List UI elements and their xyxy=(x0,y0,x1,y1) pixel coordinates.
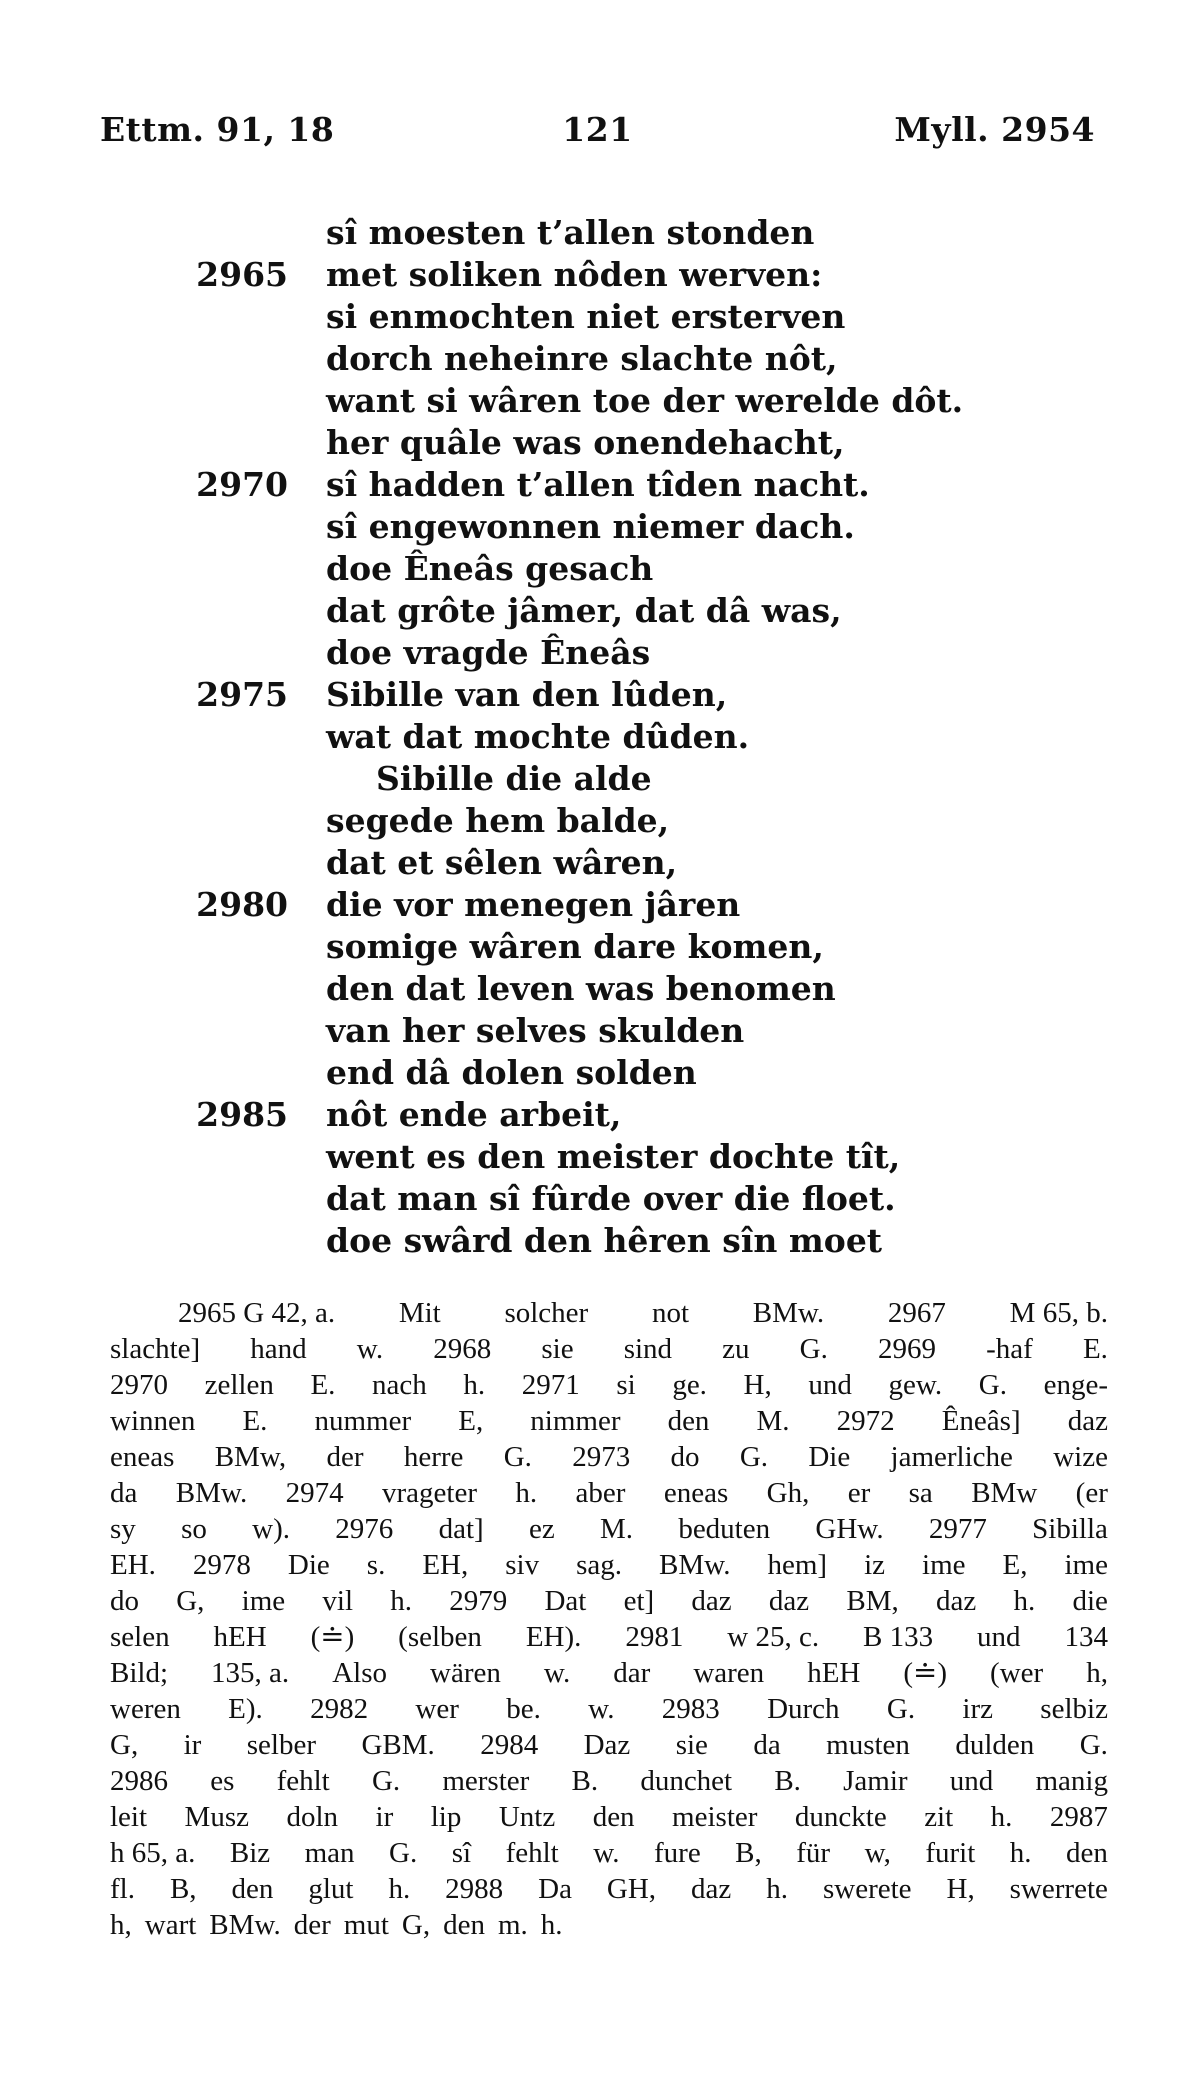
verse-text-line: Sibille van den lûden, xyxy=(326,675,728,714)
verse-line xyxy=(0,1052,1200,1094)
apparatus-word: si xyxy=(616,1369,636,1401)
apparatus-word: fehlt xyxy=(505,1837,559,1869)
apparatus-word: Dat xyxy=(544,1585,587,1617)
apparatus-word: sag. xyxy=(576,1549,623,1581)
apparatus-word: w). xyxy=(252,1513,291,1545)
apparatus-word: slachte] xyxy=(110,1333,201,1365)
apparatus-word: 2965 G 42, a. xyxy=(178,1297,336,1329)
apparatus-word: wer xyxy=(415,1693,459,1725)
verse-text-line: her quâle was onendehacht, xyxy=(326,423,845,462)
apparatus-word: es xyxy=(210,1765,235,1797)
apparatus-word: BM, xyxy=(846,1585,899,1617)
apparatus-word: den xyxy=(443,1909,485,1941)
verse-text-line: doe Êneâs gesach xyxy=(326,549,654,588)
apparatus-word: do xyxy=(110,1585,139,1617)
verse-text-line: dorch neheinre slachte nôt, xyxy=(326,339,838,378)
apparatus-word: BMw xyxy=(971,1477,1038,1509)
apparatus-word: H, xyxy=(743,1369,772,1401)
apparatus-word: do xyxy=(670,1441,700,1473)
apparatus-word: hem] xyxy=(767,1549,828,1581)
apparatus-word: 2987 xyxy=(1049,1801,1108,1833)
apparatus-word: w, xyxy=(864,1837,891,1869)
apparatus-word: G. xyxy=(886,1693,916,1725)
apparatus-word: (selben xyxy=(398,1621,482,1653)
apparatus-word: M. xyxy=(756,1405,790,1437)
apparatus-line xyxy=(110,1799,1108,1835)
apparatus-word: fure xyxy=(654,1837,701,1869)
apparatus-word: 2984 xyxy=(480,1729,539,1761)
apparatus-line xyxy=(110,1403,1108,1439)
apparatus-word: Die xyxy=(287,1549,330,1581)
apparatus-word: h. xyxy=(990,1801,1013,1833)
apparatus-word: et] xyxy=(623,1585,655,1617)
verse-text-line: met soliken nôden werven: xyxy=(326,255,823,294)
apparatus-line xyxy=(110,1727,1108,1763)
verse-line xyxy=(0,674,1200,716)
apparatus-word: dat] xyxy=(438,1513,484,1545)
apparatus-word: G. xyxy=(978,1369,1007,1401)
apparatus-word: Gh, xyxy=(766,1477,810,1509)
apparatus-word: 2973 xyxy=(572,1441,631,1473)
apparatus-word: sie xyxy=(541,1333,574,1365)
apparatus-word: wart xyxy=(144,1909,197,1941)
apparatus-word: -haf xyxy=(986,1333,1033,1365)
apparatus-word: h. xyxy=(1009,1837,1032,1869)
apparatus-word: be. xyxy=(506,1693,541,1725)
verse-text-line: sî hadden t’allen tîden nacht. xyxy=(326,465,870,504)
apparatus-word: nach xyxy=(372,1369,427,1401)
verse-line xyxy=(0,884,1200,926)
critical-apparatus xyxy=(110,1295,1108,1943)
verse-text-line: doe swârd den hêren sîn moet xyxy=(326,1221,883,1260)
apparatus-word: swerete xyxy=(822,1873,912,1905)
apparatus-word: der xyxy=(293,1909,331,1941)
verse-line xyxy=(0,296,1200,338)
apparatus-word: Musz xyxy=(184,1801,249,1833)
apparatus-word: G. xyxy=(503,1441,532,1473)
apparatus-word: E. xyxy=(1082,1333,1108,1365)
verse-text-line: den dat leven was benomen xyxy=(326,969,836,1008)
apparatus-word: (wer xyxy=(990,1657,1044,1689)
apparatus-word: zellen xyxy=(204,1369,274,1401)
verse-text-line: wat dat mochte dûden. xyxy=(326,717,750,756)
apparatus-word: solcher xyxy=(504,1297,589,1329)
verse-text xyxy=(0,212,1200,1262)
apparatus-word: sî xyxy=(451,1837,472,1869)
verse-number: 2985 xyxy=(196,1095,288,1134)
verse-text-line: sî engewonnen niemer dach. xyxy=(326,507,855,546)
apparatus-line xyxy=(110,1511,1108,1547)
apparatus-word: dunchet xyxy=(640,1765,733,1797)
apparatus-word: nimmer xyxy=(530,1405,621,1437)
apparatus-word: Sibilla xyxy=(1032,1513,1108,1545)
apparatus-word: h. xyxy=(540,1909,563,1941)
apparatus-word: siv xyxy=(505,1549,540,1581)
verse-line xyxy=(0,212,1200,254)
apparatus-word: GHw. xyxy=(815,1513,884,1545)
apparatus-word: manig xyxy=(1035,1765,1108,1797)
verse-line xyxy=(0,926,1200,968)
apparatus-word: ime xyxy=(922,1549,966,1581)
verse-line xyxy=(0,506,1200,548)
apparatus-word: ime xyxy=(241,1585,286,1617)
apparatus-word: herre xyxy=(403,1441,464,1473)
verse-line xyxy=(0,1094,1200,1136)
apparatus-word: s. xyxy=(366,1549,386,1581)
apparatus-word: h. xyxy=(1013,1585,1036,1617)
apparatus-word: hEH xyxy=(213,1621,267,1653)
apparatus-word: 135, a. xyxy=(211,1657,290,1689)
verse-number: 2965 xyxy=(196,255,288,294)
verse-text-line: segede hem balde, xyxy=(326,801,670,840)
verse-line xyxy=(0,1178,1200,1220)
apparatus-word: E, xyxy=(458,1405,484,1437)
apparatus-word: swerrete xyxy=(1009,1873,1108,1905)
verse-text-line: dat et sêlen wâren, xyxy=(326,843,678,882)
apparatus-line xyxy=(110,1547,1108,1583)
apparatus-word: daz xyxy=(691,1585,732,1617)
apparatus-word: E). xyxy=(228,1693,263,1725)
apparatus-word: aber xyxy=(575,1477,626,1509)
apparatus-word: BMw. xyxy=(752,1297,825,1329)
verse-line xyxy=(0,1220,1200,1262)
verse-line xyxy=(0,338,1200,380)
apparatus-word: E, xyxy=(1002,1549,1028,1581)
verse-number: 2970 xyxy=(196,465,288,504)
apparatus-word: dar xyxy=(613,1657,651,1689)
apparatus-word: hEH xyxy=(807,1657,861,1689)
apparatus-line xyxy=(110,1907,1108,1943)
verse-line xyxy=(0,758,1200,800)
apparatus-word: daz xyxy=(691,1873,732,1905)
apparatus-word: 2971 xyxy=(521,1369,580,1401)
apparatus-word: G. xyxy=(1079,1729,1108,1761)
apparatus-word: fl. xyxy=(110,1873,135,1905)
apparatus-word: mut xyxy=(343,1909,389,1941)
apparatus-word: enge- xyxy=(1043,1369,1108,1401)
apparatus-word: GBM. xyxy=(361,1729,435,1761)
apparatus-word: EH). xyxy=(525,1621,582,1653)
apparatus-word: B. xyxy=(571,1765,599,1797)
verse-line xyxy=(0,254,1200,296)
verse-number: 2980 xyxy=(196,885,288,924)
verse-line xyxy=(0,422,1200,464)
apparatus-word: E. xyxy=(242,1405,268,1437)
apparatus-word: doln xyxy=(286,1801,339,1833)
apparatus-word: M. xyxy=(599,1513,634,1545)
apparatus-word: m. xyxy=(497,1909,528,1941)
apparatus-word: G. xyxy=(739,1441,769,1473)
apparatus-word: Êneâs] xyxy=(941,1405,1021,1437)
apparatus-word: 2981 xyxy=(625,1621,684,1653)
apparatus-word: man xyxy=(304,1837,355,1869)
apparatus-word: E. xyxy=(310,1369,336,1401)
verse-text-line: end dâ dolen solden xyxy=(326,1053,697,1092)
apparatus-word: Jamir xyxy=(843,1765,908,1797)
header-right-reference: Myll. 2954 xyxy=(894,110,1095,149)
apparatus-word: H, xyxy=(946,1873,975,1905)
apparatus-line xyxy=(110,1475,1108,1511)
apparatus-word: ir xyxy=(375,1801,394,1833)
apparatus-word: not xyxy=(651,1297,689,1329)
verse-text-line: nôt ende arbeit, xyxy=(326,1095,622,1134)
apparatus-word: h. xyxy=(515,1477,538,1509)
apparatus-word: ir xyxy=(183,1729,202,1761)
apparatus-word: 2970 xyxy=(110,1369,168,1401)
verse-text-line: went es den meister dochte tît, xyxy=(326,1137,901,1176)
verse-text-line: somige wâren dare komen, xyxy=(326,927,824,966)
apparatus-word: daz xyxy=(768,1585,810,1617)
apparatus-word: sa xyxy=(908,1477,933,1509)
apparatus-line xyxy=(110,1583,1108,1619)
apparatus-word: 2988 xyxy=(445,1873,504,1905)
verse-line xyxy=(0,464,1200,506)
apparatus-word: und xyxy=(977,1621,1021,1653)
apparatus-word: sy xyxy=(110,1513,136,1545)
apparatus-word: 2968 xyxy=(433,1333,492,1365)
apparatus-word: 2976 xyxy=(335,1513,394,1545)
apparatus-word: und xyxy=(949,1765,994,1797)
apparatus-line xyxy=(110,1295,1108,1331)
apparatus-word: selbiz xyxy=(1040,1693,1108,1725)
apparatus-line xyxy=(110,1691,1108,1727)
apparatus-word: EH. xyxy=(110,1549,156,1581)
verse-line xyxy=(0,716,1200,758)
apparatus-word: 2977 xyxy=(928,1513,987,1545)
apparatus-word: daz xyxy=(936,1585,977,1617)
apparatus-word: G. xyxy=(799,1333,828,1365)
apparatus-word: Biz xyxy=(229,1837,271,1869)
apparatus-word: weren xyxy=(110,1693,181,1725)
apparatus-word: 2974 xyxy=(285,1477,344,1509)
apparatus-word: Daz xyxy=(583,1729,631,1761)
apparatus-word: ez xyxy=(528,1513,555,1545)
page-number: 121 xyxy=(562,110,633,149)
apparatus-word: ime xyxy=(1064,1549,1108,1581)
apparatus-word: h. xyxy=(388,1873,411,1905)
apparatus-word: wize xyxy=(1053,1441,1108,1473)
apparatus-word: für xyxy=(796,1837,831,1869)
apparatus-word: h 65, a. xyxy=(110,1837,196,1869)
apparatus-word: eneas xyxy=(663,1477,729,1509)
apparatus-word: 2979 xyxy=(449,1585,508,1617)
apparatus-word: winnen xyxy=(110,1405,196,1437)
running-header xyxy=(100,110,1095,160)
verse-line xyxy=(0,800,1200,842)
apparatus-word: den xyxy=(231,1873,274,1905)
apparatus-word: BMw. xyxy=(175,1477,248,1509)
apparatus-word: gew. xyxy=(888,1369,943,1401)
apparatus-word: h, xyxy=(1086,1657,1108,1689)
apparatus-word: glut xyxy=(308,1873,354,1905)
apparatus-line xyxy=(110,1439,1108,1475)
apparatus-line xyxy=(110,1367,1108,1403)
apparatus-word: 2982 xyxy=(310,1693,369,1725)
apparatus-word: selber xyxy=(246,1729,317,1761)
apparatus-word: G. xyxy=(371,1765,401,1797)
verse-line xyxy=(0,590,1200,632)
apparatus-word: w. xyxy=(593,1837,620,1869)
apparatus-word: 2972 xyxy=(836,1405,895,1437)
apparatus-word: w. xyxy=(356,1333,384,1365)
apparatus-word: 2967 xyxy=(887,1297,946,1329)
verse-line xyxy=(0,842,1200,884)
apparatus-word: h. xyxy=(463,1369,486,1401)
verse-text-line: die vor menegen jâren xyxy=(326,885,741,924)
apparatus-word: nummer xyxy=(314,1405,412,1437)
verse-text-line: si enmochten niet ersterven xyxy=(326,297,846,336)
apparatus-word: dunckte xyxy=(794,1801,887,1833)
apparatus-word: h. xyxy=(766,1873,788,1905)
apparatus-word: w 25, c. xyxy=(727,1621,820,1653)
verse-text-line: doe vragde Êneâs xyxy=(326,633,651,672)
apparatus-word: den xyxy=(592,1801,635,1833)
apparatus-word: BMw, xyxy=(214,1441,287,1473)
apparatus-line xyxy=(110,1619,1108,1655)
apparatus-word: h, xyxy=(110,1909,132,1941)
apparatus-word: G, xyxy=(110,1729,139,1761)
apparatus-word: vil xyxy=(322,1585,354,1617)
apparatus-word: daz xyxy=(1067,1405,1108,1437)
apparatus-word: dulden xyxy=(955,1729,1035,1761)
apparatus-word: 2978 xyxy=(192,1549,251,1581)
apparatus-word: musten xyxy=(826,1729,910,1761)
apparatus-word: waren xyxy=(693,1657,765,1689)
apparatus-word: (≐) xyxy=(310,1621,355,1653)
verse-line xyxy=(0,548,1200,590)
apparatus-word: selen xyxy=(110,1621,170,1653)
apparatus-line xyxy=(110,1655,1108,1691)
apparatus-word: vrageter xyxy=(382,1477,477,1509)
apparatus-word: den xyxy=(667,1405,710,1437)
verse-text-line: dat grôte jâmer, dat dâ was, xyxy=(326,591,842,630)
apparatus-word: meister xyxy=(672,1801,758,1833)
apparatus-word: da xyxy=(753,1729,781,1761)
apparatus-word: Die xyxy=(808,1441,851,1473)
apparatus-word: (er xyxy=(1075,1477,1108,1509)
verse-number: 2975 xyxy=(196,675,288,714)
verse-text-line: dat man sî fûrde over die floet. xyxy=(326,1179,896,1218)
verse-text-line: Sibille die alde xyxy=(376,759,652,798)
apparatus-word: der xyxy=(326,1441,364,1473)
apparatus-word: zu xyxy=(722,1333,750,1365)
apparatus-line xyxy=(110,1763,1108,1799)
apparatus-word: Durch xyxy=(767,1693,840,1725)
apparatus-word: den xyxy=(1066,1837,1108,1869)
apparatus-word: irz xyxy=(962,1693,993,1725)
apparatus-word: lip xyxy=(430,1801,462,1833)
verse-text-line: sî moesten t’allen stonden xyxy=(326,213,815,252)
apparatus-word: ge. xyxy=(672,1369,707,1401)
apparatus-word: 2983 xyxy=(661,1693,720,1725)
apparatus-word: (≐) xyxy=(903,1657,948,1689)
apparatus-word: so xyxy=(181,1513,207,1545)
apparatus-word: sie xyxy=(675,1729,708,1761)
apparatus-word: leit xyxy=(110,1801,148,1833)
header-left-reference: Ettm. 91, 18 xyxy=(100,110,335,149)
apparatus-word: G, xyxy=(176,1585,205,1617)
verse-text-line: want si wâren toe der werelde dôt. xyxy=(326,381,964,420)
apparatus-word: furit xyxy=(925,1837,976,1869)
apparatus-word: EH, xyxy=(422,1549,469,1581)
apparatus-word: eneas xyxy=(110,1441,175,1473)
apparatus-word: 134 xyxy=(1064,1621,1108,1653)
apparatus-word: B, xyxy=(169,1873,197,1905)
apparatus-word: B. xyxy=(774,1765,801,1797)
apparatus-word: w. xyxy=(588,1693,615,1725)
verse-line xyxy=(0,1010,1200,1052)
apparatus-word: w. xyxy=(543,1657,571,1689)
apparatus-word: er xyxy=(847,1477,871,1509)
apparatus-word: da xyxy=(110,1477,138,1509)
apparatus-word: G. xyxy=(389,1837,418,1869)
apparatus-word: hand xyxy=(250,1333,307,1365)
apparatus-word: B 133 xyxy=(863,1621,934,1653)
apparatus-word: die xyxy=(1072,1585,1108,1617)
apparatus-word: merster xyxy=(442,1765,530,1797)
apparatus-word: BMw. xyxy=(659,1549,731,1581)
apparatus-word: B, xyxy=(735,1837,762,1869)
apparatus-word: M 65, b. xyxy=(1009,1297,1108,1329)
verse-text-line: van her selves skulden xyxy=(326,1011,745,1050)
apparatus-word: h. xyxy=(390,1585,413,1617)
apparatus-word: GH, xyxy=(606,1873,657,1905)
apparatus-word: sind xyxy=(623,1333,673,1365)
apparatus-word: jamerliche xyxy=(890,1441,1013,1473)
apparatus-word: Also xyxy=(332,1657,387,1689)
verse-line xyxy=(0,632,1200,674)
apparatus-word: 2986 xyxy=(110,1765,168,1797)
apparatus-word: iz xyxy=(864,1549,886,1581)
apparatus-word: Da xyxy=(538,1873,572,1905)
apparatus-line xyxy=(110,1331,1108,1367)
apparatus-line xyxy=(110,1835,1108,1871)
verse-line xyxy=(0,1136,1200,1178)
apparatus-word: wären xyxy=(430,1657,501,1689)
verse-line xyxy=(0,380,1200,422)
verse-line xyxy=(0,968,1200,1010)
apparatus-word: Bild; xyxy=(110,1657,169,1689)
apparatus-word: 2969 xyxy=(878,1333,936,1365)
apparatus-word: fehlt xyxy=(276,1765,330,1797)
apparatus-word: BMw. xyxy=(209,1909,281,1941)
apparatus-word: beduten xyxy=(678,1513,771,1545)
apparatus-word: Mit xyxy=(398,1297,441,1329)
apparatus-word: zit xyxy=(924,1801,954,1833)
apparatus-word: und xyxy=(808,1369,852,1401)
apparatus-word: Untz xyxy=(498,1801,556,1833)
apparatus-word: G, xyxy=(401,1909,431,1941)
apparatus-line xyxy=(110,1871,1108,1907)
